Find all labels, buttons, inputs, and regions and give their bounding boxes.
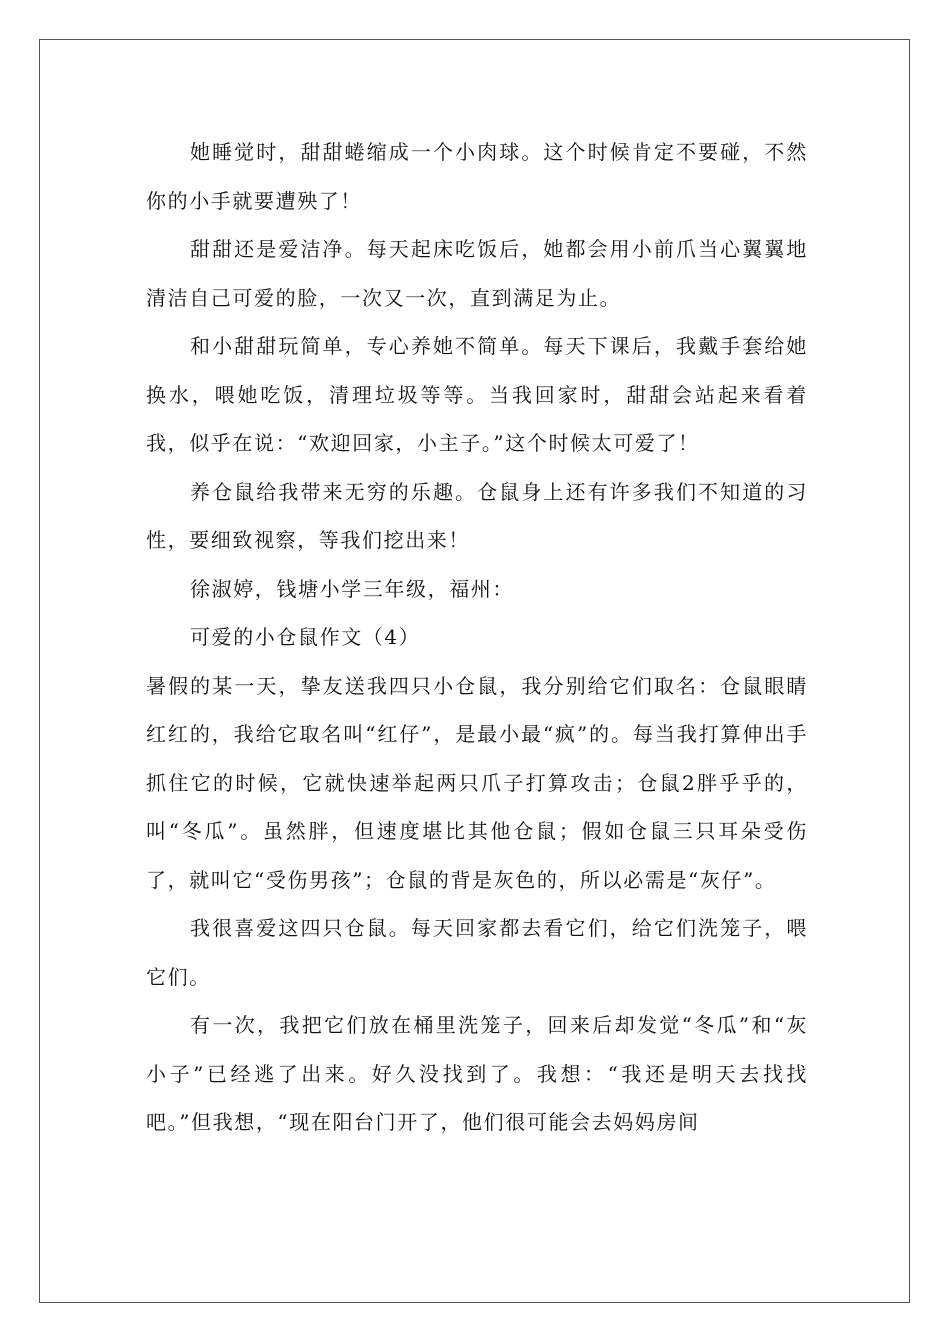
paragraph: 有一次，我把它们放在桶里洗笼子，回来后却发觉“冬瓜”和“灰小子”已经逃了出来。好久没找到了。我想：“我还是明天去找找吧。”但我想，“现在阳台门开了，他们很可能会去妈妈房间 xyxy=(146,1013,808,1134)
section-title: 可爱的小仓鼠作文（4） xyxy=(190,625,421,649)
paragraph: 我很喜爱这四只仓鼠。每天回家都去看它们，给它们洗笼子，喂它们。 xyxy=(146,916,808,989)
paragraph: 甜甜还是爱洁净。每天起床吃饭后，她都会用小前爪当心翼翼地清洁自己可爱的脸，一次又一次，直到满足为止。 xyxy=(146,237,808,310)
paragraph: 她睡觉时，甜甜蜷缩成一个小肉球。这个时候肯定不要碰，不然你的小手就要遭殃了！ xyxy=(146,140,808,213)
document-body xyxy=(146,128,808,1147)
paragraph: 养仓鼠给我带来无穷的乐趣。仓鼠身上还有许多我们不知道的习性，要细致视察，等我们挖出来！ xyxy=(146,479,808,552)
author-line: 徐淑婷，钱塘小学三年级，福州： xyxy=(190,576,514,601)
paragraph: 和小甜甜玩简单，专心养她不简单。每天下课后，我戴手套给她换水，喂她吃饭，清理垃圾等等。当我回家时，甜甜会站起来看着我，似乎在说：“欢迎回家，小主子。”这个时候太可爱了！ xyxy=(146,334,808,455)
paragraph: 暑假的某一天，挚友送我四只小仓鼠，我分别给它们取名：仓鼠眼睛红红的，我给它取名叫“红仔”，是最小最“疯”的。每当我打算伸出手抓住它的时候，它就快速举起两只爪子打算攻击；仓鼠2胖乎乎的，叫“冬瓜”。虽然胖，但速度堪比其他仓鼠；假如仓鼠三只耳朵受伤了，就叫它“受伤男孩”；仓鼠的背是灰色的，所以必需是“灰仔”。 xyxy=(146,673,808,892)
